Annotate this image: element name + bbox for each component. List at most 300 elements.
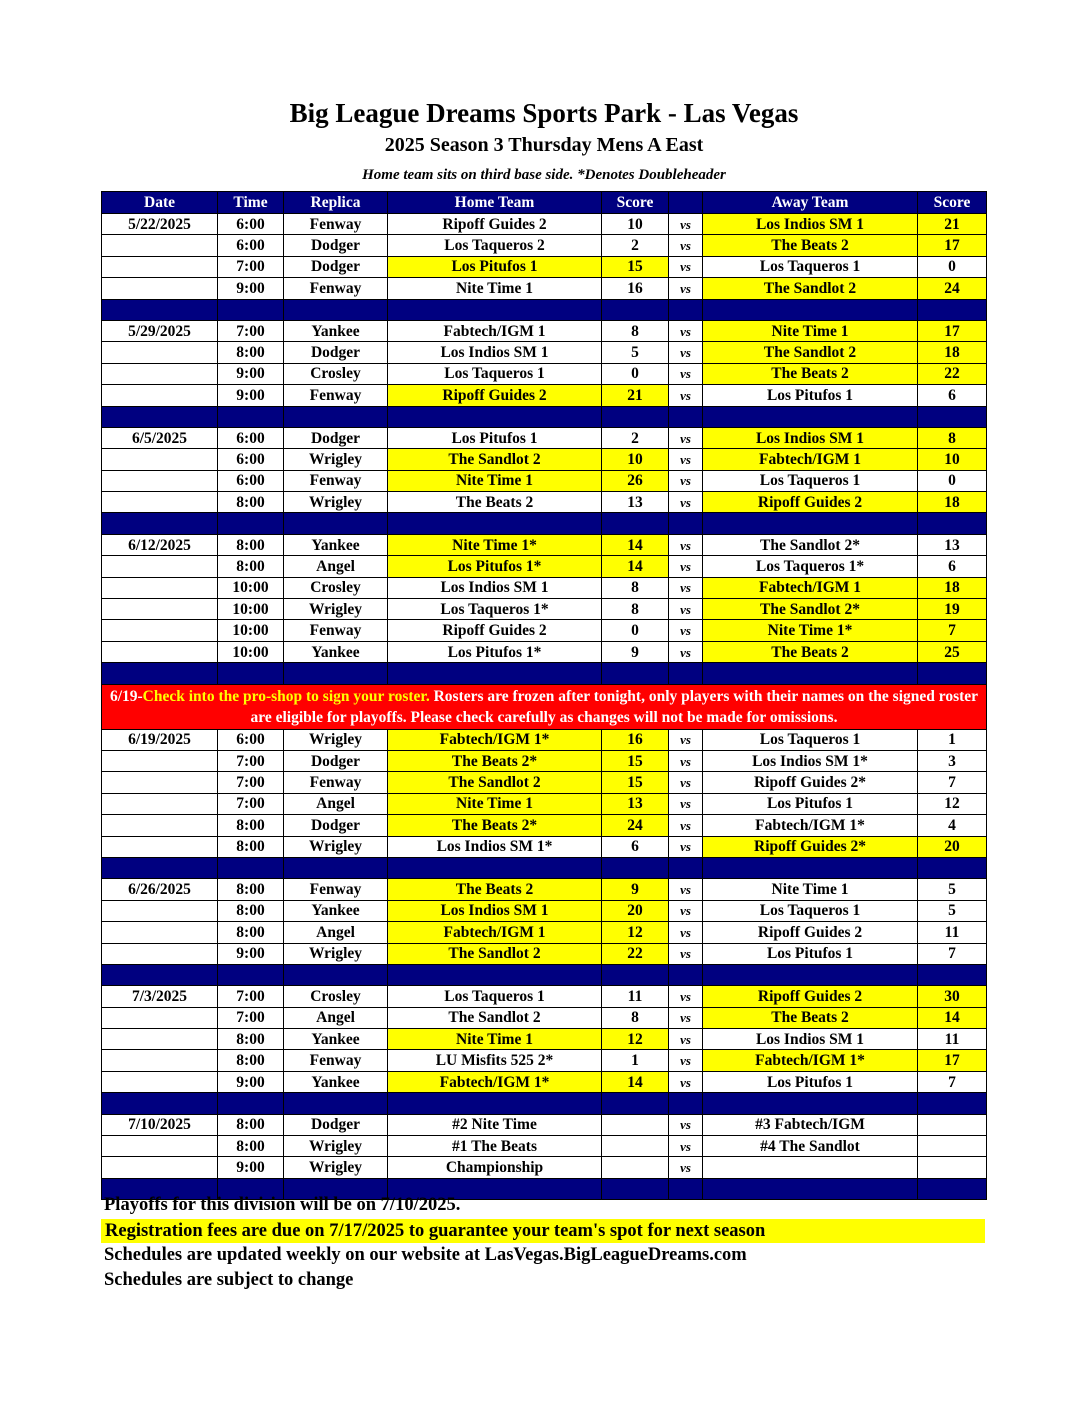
game-date <box>102 492 218 513</box>
separator-cell <box>669 663 703 684</box>
home-score: 15 <box>602 772 669 793</box>
game-replica-field: Yankee <box>284 641 388 662</box>
game-replica-field: Dodger <box>284 256 388 277</box>
game-row <box>102 427 987 448</box>
game-time: 6:00 <box>218 214 284 235</box>
game-row <box>102 1050 987 1071</box>
game-time: 7:00 <box>218 793 284 814</box>
game-row <box>102 815 987 836</box>
home-team: Los Pitufos 1 <box>388 256 602 277</box>
vs-label: vs <box>669 772 703 793</box>
game-row <box>102 1136 987 1157</box>
game-time: 8:00 <box>218 1050 284 1071</box>
separator-cell <box>102 857 218 878</box>
footer-website: Schedules are updated weekly on our website at LasVegas.BigLeagueDreams.com <box>104 1245 747 1265</box>
away-score: 17 <box>918 235 987 256</box>
vs-label: vs <box>669 492 703 513</box>
away-team: Los Taqueros 1* <box>703 556 918 577</box>
home-score: 10 <box>602 214 669 235</box>
separator-cell <box>284 857 388 878</box>
away-score: 6 <box>918 556 987 577</box>
separator-cell <box>388 1093 602 1114</box>
away-team: Ripoff Guides 2 <box>703 492 918 513</box>
vs-label: vs <box>669 449 703 470</box>
vs-label: vs <box>669 214 703 235</box>
roster-notice-row <box>102 684 987 729</box>
home-team: Nite Time 1 <box>388 278 602 299</box>
home-team: Los Pitufos 1 <box>388 427 602 448</box>
game-replica-field: Angel <box>284 922 388 943</box>
game-replica-field: Fenway <box>284 385 388 406</box>
away-team: Fabtech/IGM 1 <box>703 449 918 470</box>
home-score: 8 <box>602 599 669 620</box>
game-date: 7/10/2025 <box>102 1114 218 1135</box>
vs-label: vs <box>669 1136 703 1157</box>
game-time: 9:00 <box>218 385 284 406</box>
away-score: 14 <box>918 1007 987 1028</box>
separator-cell <box>102 513 218 534</box>
home-score: 11 <box>602 986 669 1007</box>
game-row <box>102 879 987 900</box>
home-team: Los Indios SM 1 <box>388 577 602 598</box>
game-row <box>102 1029 987 1050</box>
home-team: Fabtech/IGM 1* <box>388 1071 602 1092</box>
game-replica-field: Yankee <box>284 534 388 555</box>
game-row <box>102 599 987 620</box>
separator-cell <box>218 857 284 878</box>
vs-label: vs <box>669 729 703 750</box>
home-team: The Beats 2 <box>388 879 602 900</box>
game-replica-field: Dodger <box>284 427 388 448</box>
game-time: 7:00 <box>218 256 284 277</box>
away-score <box>918 1114 987 1135</box>
away-team: Los Taqueros 1 <box>703 729 918 750</box>
home-score: 15 <box>602 256 669 277</box>
game-replica-field: Angel <box>284 1007 388 1028</box>
away-score: 22 <box>918 363 987 384</box>
home-team: Nite Time 1 <box>388 1029 602 1050</box>
home-team: The Sandlot 2 <box>388 449 602 470</box>
game-time: 8:00 <box>218 879 284 900</box>
home-team: Fabtech/IGM 1 <box>388 320 602 341</box>
game-row <box>102 943 987 964</box>
away-team: Ripoff Guides 2 <box>703 986 918 1007</box>
vs-label: vs <box>669 1157 703 1178</box>
away-team: Los Indios SM 1* <box>703 750 918 771</box>
game-row <box>102 772 987 793</box>
home-team: The Beats 2* <box>388 815 602 836</box>
game-row <box>102 385 987 406</box>
away-team: Nite Time 1* <box>703 620 918 641</box>
separator-cell <box>918 1093 987 1114</box>
home-team: Los Pitufos 1* <box>388 556 602 577</box>
game-row <box>102 470 987 491</box>
separator-cell <box>669 406 703 427</box>
away-team: Los Indios SM 1 <box>703 1029 918 1050</box>
game-replica-field: Dodger <box>284 815 388 836</box>
vs-label: vs <box>669 641 703 662</box>
separator-cell <box>218 964 284 985</box>
game-row <box>102 922 987 943</box>
game-row <box>102 342 987 363</box>
home-score: 12 <box>602 922 669 943</box>
away-team: Ripoff Guides 2 <box>703 922 918 943</box>
separator-cell <box>388 299 602 320</box>
vs-label: vs <box>669 577 703 598</box>
game-replica-field: Wrigley <box>284 599 388 620</box>
home-score: 2 <box>602 235 669 256</box>
separator-cell <box>602 406 669 427</box>
header-row <box>102 192 987 214</box>
game-time: 10:00 <box>218 599 284 620</box>
separator-cell <box>602 513 669 534</box>
game-row <box>102 1071 987 1092</box>
separator-cell <box>284 513 388 534</box>
game-time: 8:00 <box>218 556 284 577</box>
home-team: Championship <box>388 1157 602 1178</box>
away-team: Ripoff Guides 2* <box>703 836 918 857</box>
home-score: 10 <box>602 449 669 470</box>
vs-label: vs <box>669 1071 703 1092</box>
notice-date: 6/19- <box>109 687 143 705</box>
home-score <box>602 1157 669 1178</box>
game-date: 5/29/2025 <box>102 320 218 341</box>
away-team: Los Taqueros 1 <box>703 900 918 921</box>
home-team: Nite Time 1 <box>388 470 602 491</box>
game-date <box>102 620 218 641</box>
away-team: Fabtech/IGM 1 <box>703 577 918 598</box>
week-separator <box>102 299 987 320</box>
away-team: Los Taqueros 1 <box>703 470 918 491</box>
separator-cell <box>602 1178 669 1199</box>
vs-label: vs <box>669 1050 703 1071</box>
vs-label: vs <box>669 470 703 491</box>
game-time: 8:00 <box>218 1136 284 1157</box>
game-time: 6:00 <box>218 235 284 256</box>
home-score: 5 <box>602 342 669 363</box>
game-date <box>102 599 218 620</box>
away-score: 0 <box>918 256 987 277</box>
home-score <box>602 1136 669 1157</box>
separator-cell <box>669 513 703 534</box>
game-replica-field: Wrigley <box>284 1157 388 1178</box>
away-score: 6 <box>918 385 987 406</box>
separator-cell <box>218 406 284 427</box>
game-date: 5/22/2025 <box>102 214 218 235</box>
footer-change: Schedules are subject to change <box>104 1270 354 1290</box>
notice-highlight: Check into the pro-shop to sign your roster. <box>142 687 430 705</box>
home-score: 14 <box>602 534 669 555</box>
away-score: 7 <box>918 620 987 641</box>
away-team: The Beats 2 <box>703 363 918 384</box>
header-replica: Replica <box>284 192 388 214</box>
home-score: 0 <box>602 363 669 384</box>
game-date <box>102 836 218 857</box>
away-team: Los Pitufos 1 <box>703 1071 918 1092</box>
away-score: 7 <box>918 943 987 964</box>
separator-cell <box>602 964 669 985</box>
game-date <box>102 922 218 943</box>
game-replica-field: Fenway <box>284 470 388 491</box>
game-replica-field: Dodger <box>284 342 388 363</box>
game-time: 8:00 <box>218 534 284 555</box>
separator-cell <box>918 964 987 985</box>
away-score: 11 <box>918 922 987 943</box>
game-date <box>102 278 218 299</box>
game-date <box>102 900 218 921</box>
home-team: LU Misfits 525 2* <box>388 1050 602 1071</box>
vs-label: vs <box>669 793 703 814</box>
away-team: The Beats 2 <box>703 641 918 662</box>
away-score: 21 <box>918 214 987 235</box>
away-team: The Beats 2 <box>703 235 918 256</box>
game-row <box>102 235 987 256</box>
game-time: 9:00 <box>218 943 284 964</box>
game-time: 6:00 <box>218 449 284 470</box>
header-home-score: Score <box>602 192 669 214</box>
separator-cell <box>669 857 703 878</box>
separator-cell <box>918 857 987 878</box>
home-team: The Beats 2* <box>388 750 602 771</box>
game-row <box>102 320 987 341</box>
away-score: 25 <box>918 641 987 662</box>
vs-label: vs <box>669 750 703 771</box>
away-score <box>918 1157 987 1178</box>
separator-cell <box>218 663 284 684</box>
vs-label: vs <box>669 363 703 384</box>
vs-label: vs <box>669 256 703 277</box>
game-date <box>102 793 218 814</box>
separator-cell <box>284 1093 388 1114</box>
header-date: Date <box>102 192 218 214</box>
game-row <box>102 900 987 921</box>
home-team: Fabtech/IGM 1 <box>388 922 602 943</box>
home-score: 16 <box>602 278 669 299</box>
away-score: 10 <box>918 449 987 470</box>
separator-cell <box>918 1178 987 1199</box>
game-row <box>102 986 987 1007</box>
game-time: 8:00 <box>218 1029 284 1050</box>
separator-cell <box>703 663 918 684</box>
separator-cell <box>602 663 669 684</box>
game-time: 9:00 <box>218 1071 284 1092</box>
game-date <box>102 772 218 793</box>
vs-label: vs <box>669 815 703 836</box>
notice-text: Rosters are frozen after tonight, only players with their names on the signed roster are eligible for playoffs. Please check carefully as changes will not be made for omissions. <box>250 687 979 726</box>
game-time: 10:00 <box>218 641 284 662</box>
separator-cell <box>918 663 987 684</box>
roster-notice <box>102 684 987 729</box>
game-date <box>102 449 218 470</box>
away-score: 11 <box>918 1029 987 1050</box>
home-team: Nite Time 1 <box>388 793 602 814</box>
separator-cell <box>102 663 218 684</box>
home-score: 9 <box>602 641 669 662</box>
away-score: 19 <box>918 599 987 620</box>
separator-cell <box>284 663 388 684</box>
week-separator <box>102 964 987 985</box>
game-time: 8:00 <box>218 900 284 921</box>
home-team: Los Taqueros 1 <box>388 986 602 1007</box>
away-team: Los Pitufos 1 <box>703 385 918 406</box>
game-date <box>102 342 218 363</box>
game-date: 7/3/2025 <box>102 986 218 1007</box>
game-replica-field: Fenway <box>284 1050 388 1071</box>
separator-cell <box>669 964 703 985</box>
schedule-table <box>101 191 987 1200</box>
game-row <box>102 729 987 750</box>
separator-cell <box>218 1093 284 1114</box>
week-separator <box>102 663 987 684</box>
home-team: The Sandlot 2 <box>388 772 602 793</box>
home-team: Ripoff Guides 2 <box>388 620 602 641</box>
game-replica-field: Fenway <box>284 278 388 299</box>
home-score <box>602 1114 669 1135</box>
home-score: 26 <box>602 470 669 491</box>
away-team: Los Taqueros 1 <box>703 256 918 277</box>
header-away-score: Score <box>918 192 987 214</box>
separator-cell <box>918 406 987 427</box>
game-date <box>102 1029 218 1050</box>
game-date <box>102 470 218 491</box>
game-replica-field: Crosley <box>284 577 388 598</box>
game-date <box>102 815 218 836</box>
home-score: 21 <box>602 385 669 406</box>
away-score: 17 <box>918 320 987 341</box>
game-replica-field: Yankee <box>284 1071 388 1092</box>
separator-cell <box>669 1178 703 1199</box>
home-score: 13 <box>602 793 669 814</box>
game-replica-field: Crosley <box>284 363 388 384</box>
game-date: 6/5/2025 <box>102 427 218 448</box>
vs-label: vs <box>669 278 703 299</box>
game-replica-field: Angel <box>284 793 388 814</box>
vs-label: vs <box>669 534 703 555</box>
vs-label: vs <box>669 427 703 448</box>
game-time: 6:00 <box>218 427 284 448</box>
game-row <box>102 577 987 598</box>
away-score: 18 <box>918 492 987 513</box>
game-time: 10:00 <box>218 577 284 598</box>
away-team: Los Indios SM 1 <box>703 427 918 448</box>
vs-label: vs <box>669 620 703 641</box>
away-team: #3 Fabtech/IGM <box>703 1114 918 1135</box>
game-date <box>102 235 218 256</box>
separator-cell <box>703 406 918 427</box>
game-replica-field: Dodger <box>284 235 388 256</box>
away-team: The Sandlot 2 <box>703 342 918 363</box>
game-replica-field: Dodger <box>284 1114 388 1135</box>
game-row <box>102 836 987 857</box>
game-time: 8:00 <box>218 342 284 363</box>
separator-cell <box>703 513 918 534</box>
footer-registration: Registration fees are due on 7/17/2025 to guarantee your team's spot for next season <box>101 1219 985 1243</box>
home-score: 14 <box>602 1071 669 1092</box>
week-separator <box>102 406 987 427</box>
week-separator <box>102 513 987 534</box>
away-score: 18 <box>918 342 987 363</box>
home-team: Los Taqueros 1 <box>388 363 602 384</box>
game-replica-field: Dodger <box>284 750 388 771</box>
game-row <box>102 641 987 662</box>
separator-cell <box>703 1093 918 1114</box>
separator-cell <box>669 299 703 320</box>
game-time: 8:00 <box>218 1114 284 1135</box>
home-score: 8 <box>602 320 669 341</box>
game-time: 8:00 <box>218 492 284 513</box>
home-score: 8 <box>602 1007 669 1028</box>
separator-cell <box>918 513 987 534</box>
game-replica-field: Wrigley <box>284 729 388 750</box>
away-team: Nite Time 1 <box>703 879 918 900</box>
away-score: 5 <box>918 879 987 900</box>
away-score: 7 <box>918 772 987 793</box>
game-date <box>102 256 218 277</box>
home-team: The Sandlot 2 <box>388 943 602 964</box>
separator-cell <box>703 299 918 320</box>
game-replica-field: Crosley <box>284 986 388 1007</box>
game-row <box>102 750 987 771</box>
home-score: 6 <box>602 836 669 857</box>
vs-label: vs <box>669 900 703 921</box>
home-score: 0 <box>602 620 669 641</box>
home-score: 12 <box>602 1029 669 1050</box>
home-score: 2 <box>602 427 669 448</box>
away-score: 17 <box>918 1050 987 1071</box>
vs-label: vs <box>669 320 703 341</box>
away-team <box>703 1157 918 1178</box>
away-team: Nite Time 1 <box>703 320 918 341</box>
separator-cell <box>284 406 388 427</box>
home-team: Los Indios SM 1 <box>388 900 602 921</box>
home-team: Ripoff Guides 2 <box>388 214 602 235</box>
vs-label: vs <box>669 1007 703 1028</box>
separator-cell <box>703 857 918 878</box>
separator-cell <box>918 299 987 320</box>
separator-cell <box>602 857 669 878</box>
away-score: 5 <box>918 900 987 921</box>
game-replica-field: Fenway <box>284 879 388 900</box>
separator-cell <box>102 1093 218 1114</box>
away-score: 3 <box>918 750 987 771</box>
game-replica-field: Wrigley <box>284 1136 388 1157</box>
away-team: Los Pitufos 1 <box>703 943 918 964</box>
away-score: 18 <box>918 577 987 598</box>
away-score: 0 <box>918 470 987 491</box>
separator-cell <box>388 964 602 985</box>
away-score: 12 <box>918 793 987 814</box>
game-date: 6/19/2025 <box>102 729 218 750</box>
home-score: 8 <box>602 577 669 598</box>
separator-cell <box>602 1093 669 1114</box>
home-team: Nite Time 1* <box>388 534 602 555</box>
away-team: Ripoff Guides 2* <box>703 772 918 793</box>
away-team: The Beats 2 <box>703 1007 918 1028</box>
game-replica-field: Fenway <box>284 214 388 235</box>
game-time: 9:00 <box>218 363 284 384</box>
vs-label: vs <box>669 556 703 577</box>
game-date <box>102 1157 218 1178</box>
game-replica-field: Yankee <box>284 320 388 341</box>
game-time: 6:00 <box>218 729 284 750</box>
home-score: 14 <box>602 556 669 577</box>
home-score: 13 <box>602 492 669 513</box>
vs-label: vs <box>669 342 703 363</box>
game-replica-field: Yankee <box>284 900 388 921</box>
game-date <box>102 363 218 384</box>
away-score: 7 <box>918 1071 987 1092</box>
game-date <box>102 577 218 598</box>
